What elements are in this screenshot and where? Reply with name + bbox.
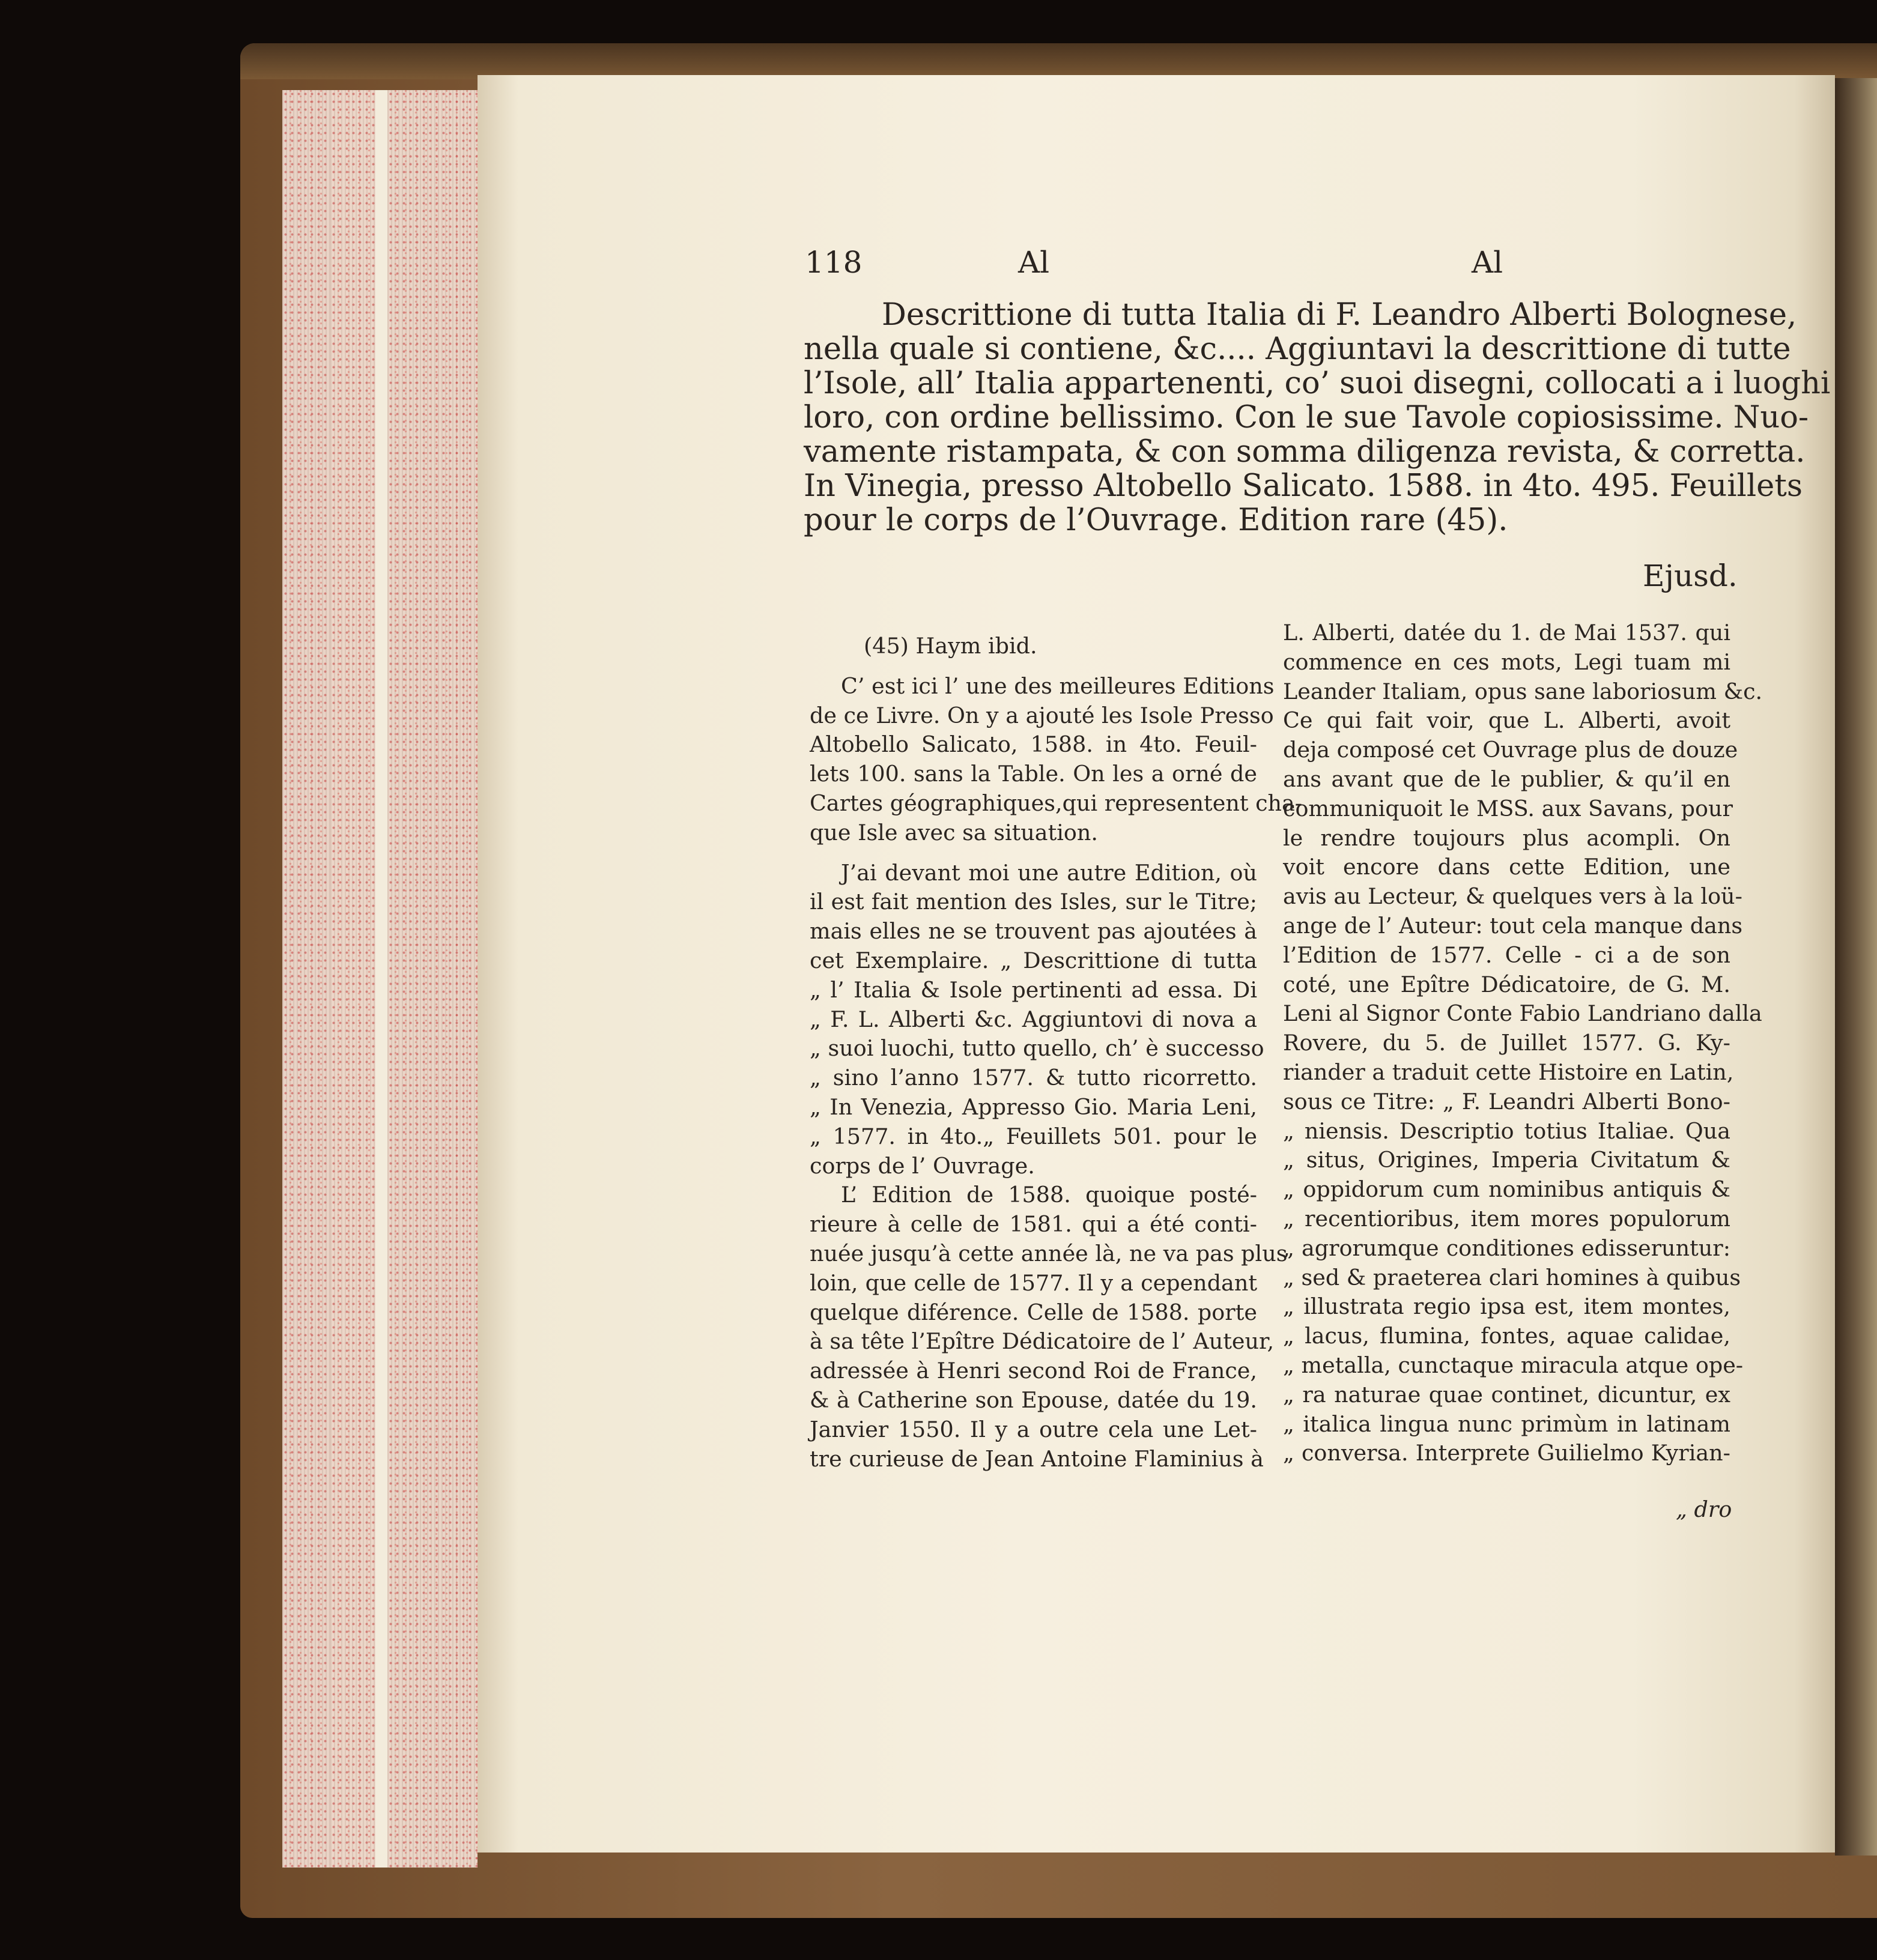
footnote-line: adressée à Henri second Roi de France,: [810, 1358, 1257, 1384]
footnote-line: voit encore dans cette Edition, une: [1283, 854, 1730, 880]
entry-line: nella quale si contiene, &c.... Aggiuntavi la descrittione di tutte: [804, 331, 1791, 367]
footnote-line: le rendre toujours plus acompli. On: [1283, 824, 1730, 851]
footnote-line: „ situs, Origines, Imperia Civitatum &: [1283, 1147, 1730, 1173]
entry-text: [804, 297, 1831, 538]
page-edge-gap: [375, 90, 387, 1868]
footnote-line: „ metalla, cunctaque miracula atque ope-: [1283, 1352, 1744, 1378]
footnote-line: ange de l’ Auteur: tout cela manque dans: [1283, 912, 1743, 939]
footnote-line: mais elles ne se trouvent pas ajoutées à: [810, 918, 1257, 945]
running-head-left: Al: [1018, 245, 1050, 280]
footnote-line: il est fait mention des Isles, sur le Titre;: [810, 889, 1257, 915]
footnote-line: J’ai devant moi une autre Edition, où: [841, 859, 1257, 886]
footnote-line: Cartes géographiques,qui representent cha-: [810, 790, 1303, 816]
footnote-line: „ suoi luochi, tutto quello, ch’ è successo: [810, 1035, 1264, 1062]
footnote-line: Ce qui fait voir, que L. Alberti, avoit: [1283, 707, 1730, 734]
footnote-line: Altobello Salicato, 1588. in 4to. Feuil-: [810, 731, 1257, 758]
footnote-line: que Isle avec sa situation.: [810, 819, 1098, 845]
catchword-footnote: „ dro: [1676, 1496, 1732, 1522]
footnote-line: communiquoit le MSS. aux Savans, pour: [1283, 795, 1733, 821]
footnote-line: cet Exemplaire. „ Descrittione di tutta: [810, 947, 1257, 973]
entry-line: vamente ristampata, & con somma diligenza revista, & corretta.: [804, 434, 1806, 470]
footnote-line: Leni al Signor Conte Fabio Landriano dalla: [1283, 1000, 1762, 1027]
footnote-line: „ illustrata regio ipsa est, item montes,: [1283, 1293, 1730, 1320]
running-head-right: Al: [1472, 245, 1503, 280]
footnote-line: „ italica lingua nunc primùm in latinam: [1283, 1411, 1730, 1437]
footnote-line: (45) Haym ibid.: [864, 633, 1037, 659]
footnote-left-column: [810, 632, 1303, 1474]
footnote-line: loin, que celle de 1577. Il y a cependant: [810, 1269, 1257, 1296]
footnote-line: „ conversa. Interprete Guilielmo Kyrian-: [1283, 1440, 1730, 1466]
footnote-line: „ In Venezia, Appresso Gio. Maria Leni,: [810, 1093, 1257, 1120]
footnote-line: à sa tête l’Epître Dédicatoire de l’ Auteur,: [810, 1328, 1275, 1355]
page-number: 118: [805, 245, 863, 280]
footnote-line: „ sino l’anno 1577. & tutto ricorretto.: [810, 1065, 1257, 1091]
footnote-line: deja composé cet Ouvrage plus de douze: [1283, 737, 1738, 763]
footnote-line: coté, une Epître Dédicatoire, de G. M.: [1283, 971, 1730, 997]
footnote-line: „ ra naturae quae continet, dicuntur, ex: [1283, 1381, 1730, 1408]
footnote-line: quelque diférence. Celle de 1588. porte: [810, 1299, 1257, 1325]
footnote-line: L’ Edition de 1588. quoique posté-: [841, 1182, 1257, 1208]
footnote-line: „ recentioribus, item mores populorum: [1283, 1205, 1730, 1232]
footnote-line: ans avant que de le publier, & qu’il en: [1283, 766, 1730, 792]
footnote-line: avis au Lecteur, & quelques vers à la loü-: [1283, 883, 1742, 910]
page-edge-left: [282, 90, 330, 1868]
footnote-line: tre curieuse de Jean Antoine Flaminius à: [810, 1445, 1264, 1472]
footnote-line: „ oppidorum cum nominibus antiquis &: [1283, 1176, 1730, 1203]
footnote-line: l’Edition de 1577. Celle - ci a de son: [1283, 942, 1730, 968]
footnote-line: sous ce Titre: „ F. Leandri Alberti Bono-: [1283, 1088, 1730, 1115]
footnote-line: „ F. L. Alberti &c. Aggiuntovi di nova a: [810, 1006, 1257, 1032]
footnote-line: corps de l’ Ouvrage.: [810, 1152, 1035, 1179]
footnote-line: & à Catherine son Epouse, datée du 19.: [810, 1387, 1257, 1413]
entry-line: pour le corps de l’Ouvrage. Edition rare (45).: [804, 503, 1508, 538]
entry-line: In Vinegia, presso Altobello Salicato. 1588. in 4to. 495. Feuillets: [804, 468, 1803, 504]
footnote-line: Janvier 1550. Il y a outre cela une Let-: [810, 1416, 1257, 1442]
entry-line: l’Isole, all’ Italia appartenenti, co’ suoi disegni, collocati a i luoghi: [804, 366, 1831, 401]
footnote-right-column: [1283, 619, 1763, 1468]
footnote-line: „ niensis. Descriptio totius Italiae. Qua: [1283, 1118, 1730, 1144]
book-gutter: [1835, 78, 1877, 1856]
footnote-line: C’ est ici l’ une des meilleures Editions: [841, 673, 1275, 699]
catchword-main: Ejusd.: [1643, 558, 1738, 593]
page-edge-mid: [330, 90, 375, 1868]
footnote-line: Leander Italiam, opus sane laboriosum &c.: [1283, 678, 1763, 704]
footnote-line: „ 1577. in 4to.„ Feuillets 501. pour le: [810, 1123, 1257, 1149]
footnote-line: lets 100. sans la Table. On les a orné de: [810, 761, 1257, 787]
footnote-line: commence en ces mots, Legi tuam mi: [1283, 649, 1730, 675]
page-edge-inner: [387, 90, 478, 1868]
footnote-line: „ agrorumque conditiones edisseruntur:: [1283, 1235, 1730, 1261]
footnote-line: de ce Livre. On y a ajouté les Isole Presso: [810, 702, 1274, 728]
footnote-line: L. Alberti, datée du 1. de Mai 1537. qui: [1283, 620, 1730, 646]
footnote-line: rieure à celle de 1581. qui a été conti-: [810, 1211, 1257, 1238]
entry-line: loro, con ordine bellissimo. Con le sue Tavole copiosissime. Nuo-: [804, 400, 1809, 435]
footnote-line: „ lacus, flumina, fontes, aquae calidae,: [1283, 1323, 1730, 1349]
footnote-line: Rovere, du 5. de Juillet 1577. G. Ky-: [1283, 1030, 1730, 1056]
footnote-line: „ sed & praeterea clari homines à quibus: [1283, 1264, 1741, 1290]
footnote-line: riander a traduit cette Histoire en Latin,: [1283, 1059, 1734, 1085]
footnote-line: „ l’ Italia & Isole pertinenti ad essa. Di: [810, 976, 1257, 1003]
entry-line: Descrittione di tutta Italia di F. Leandro Alberti Bolognese,: [882, 297, 1797, 333]
footnote-line: nuée jusqu’à cette année là, ne va pas plus: [810, 1240, 1288, 1266]
